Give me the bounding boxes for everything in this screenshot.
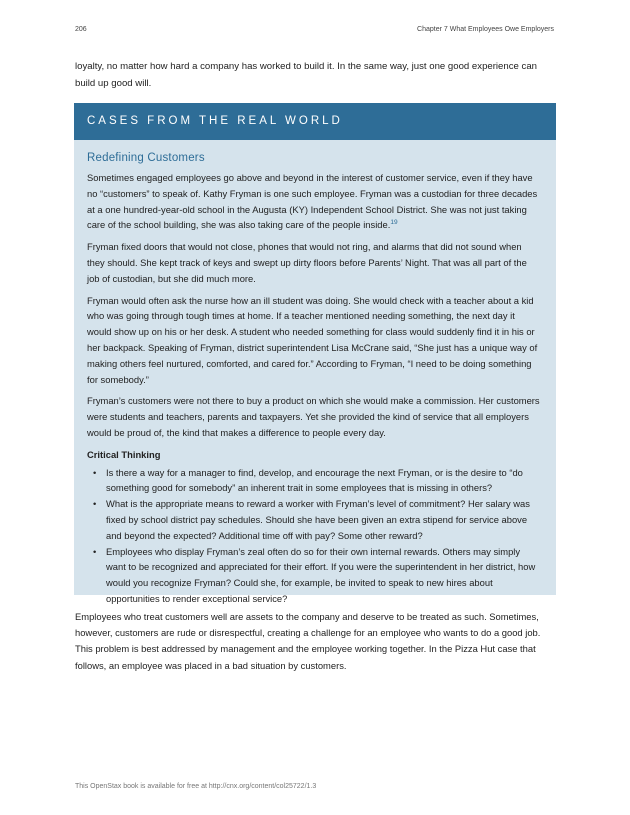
case-paragraph-2: Fryman fixed doors that would not close, phones that would not ring, and alarms that did not sound when they should. She kept track of keys and swept up dirty floors before Parents’ Night. That was all part of the job of custodian, but she did much more. xyxy=(87,241,527,284)
list-item-text: Employees who display Fryman’s zeal often do so for their own internal rewards. Others may simply want to be recognized and appreciated for their effort. If you were the superintendent in her district, how would you recognize Fryman? Could she, for example, be invited to speak to new hires about opportunities to render exceptional service? xyxy=(106,545,536,604)
critical-thinking-list xyxy=(87,465,540,607)
case-box xyxy=(74,103,556,604)
bullet-icon: • xyxy=(93,466,97,478)
case-box-header: CASES FROM THE REAL WORLD xyxy=(74,103,556,140)
footnote-link[interactable]: 19 xyxy=(390,219,398,227)
case-paragraph-3: Fryman would often ask the nurse how an ill student was doing. She would check with a teacher about a kid who was going through tough times at home. If a teacher mentioned needing something, the next day it would show up on his or her desk. A student who needed something for class would suddenly find it in his or her backpack. Speaking of Fryman, district superintendent Lisa McCrane said, “She just has a unique way of making others feel nurtured, comforted, and cared for.” According to Fryman, “I need to be doing something for somebody.” xyxy=(87,294,538,385)
case-paragraph-1-text: Sometimes engaged employees go above and beyond in the interest of customer service, even if they have no “customers” to speak of. Kathy Fryman is one such employee. Fryman was a custodian for three decades at a one hundred-year-old school in the Augusta (KY) Independent School District. She was not just taking care of the school building, she was also taking care of the people inside. xyxy=(87,172,538,231)
critical-thinking-heading: Critical Thinking xyxy=(87,448,161,460)
bullet-icon: • xyxy=(93,498,97,510)
page-number: 206 xyxy=(75,26,87,33)
page-footer: This OpenStax book is available for free at http://cnx.org/content/col25722/1.3 xyxy=(75,783,317,790)
case-paragraph-4: Fryman’s customers were not there to buy a product on which she would make a commission. Her customers were students and teachers, parents and taxpayers. Yet she provided the kind of service that all employers would be proud of, the kind that makes a difference to people every day. xyxy=(87,395,540,438)
intro-paragraph: loyalty, no matter how hard a company has worked to build it. In the same way, just one good experience can build up good will. xyxy=(75,61,537,89)
case-title: Redefining Customers xyxy=(87,152,205,164)
outro-paragraph: Employees who treat customers well are assets to the company and deserve to be treated as such. Sometimes, however, customers are rude or disrespectful, creating a challenge for an employee who wants to do a good job. This problem is best addressed by management and the employee working together. In the Pizza Hut case that follows, an employee was placed in a bad situation by customers. xyxy=(75,611,541,671)
case-paragraph-1 xyxy=(87,170,540,233)
list-item-text: Is there a way for a manager to find, develop, and encourage the next Fryman, or is the desire to “do something good for somebody” an inherent trait in some employees that is missing in others? xyxy=(106,466,523,494)
chapter-title: Chapter 7 What Employees Owe Employers xyxy=(417,26,554,33)
list-item xyxy=(87,544,540,607)
bullet-icon: • xyxy=(93,545,97,557)
case-box-body xyxy=(74,140,556,607)
list-item xyxy=(87,465,540,497)
list-item xyxy=(87,496,540,543)
list-item-text: What is the appropriate means to reward a worker with Fryman’s level of commitment? Her salary was fixed by school district pay schedules. Should she have been given an extra stipend for service above and beyond the expected? Additional time off with pay? Some other reward? xyxy=(106,498,530,541)
